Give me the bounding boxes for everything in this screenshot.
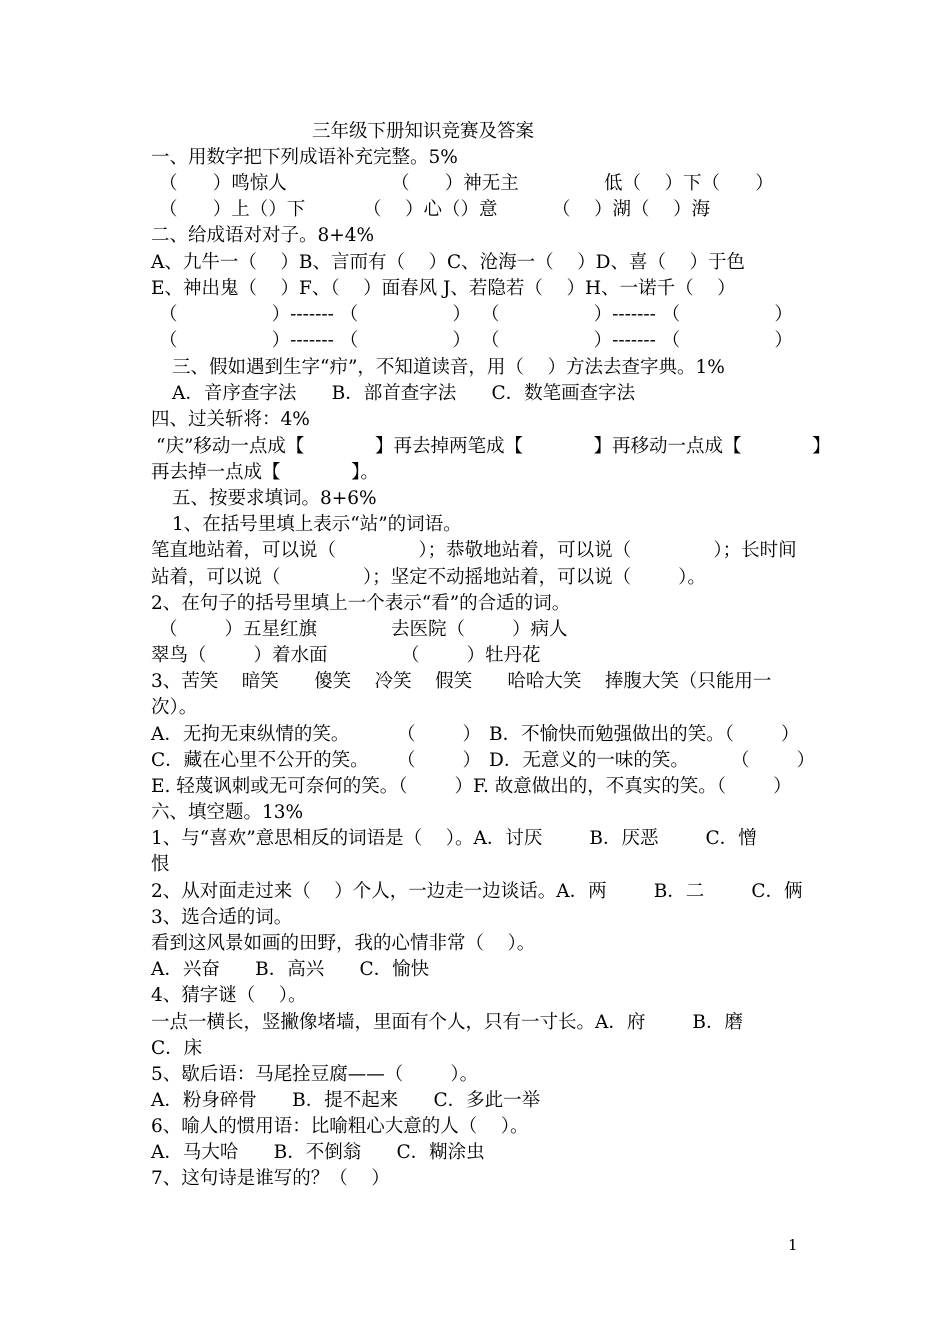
section-5-q3-row-e: E. 轻蔑讽刺或无可奈何的笑。（ ）F. 故意做出的，不真实的笑。（ ） xyxy=(151,776,792,797)
section-6-q7-title: 7、这句诗是谁写的？（ ） xyxy=(151,1168,390,1189)
section-1-heading: 一、用数字把下列成语补充完整。5% xyxy=(151,147,458,168)
answer-blank: （ ） xyxy=(397,724,482,745)
section-6-heading: 六、填空题。13% xyxy=(151,802,304,823)
section-5-q3-line-1: 3、苦笑 暗笑 傻笑 冷笑 假笑 哈哈大笑 捧腹大笑（只能用一 xyxy=(151,671,772,692)
fill-item: （ ）牡丹花 xyxy=(401,645,541,666)
section-6-q6-title: 6、喻人的惯用语：比喻粗心大意的人（ ）。 xyxy=(151,1116,529,1137)
pair-item: （ ）------- （ ） xyxy=(481,304,793,325)
section-5-q2-title: 2、在句子的括号里填上一个表示“看”的合适的词。 xyxy=(151,593,571,614)
section-6-q3-text: 看到这风景如画的田野，我的心情非常（ ）。 xyxy=(151,933,536,954)
section-5-q3-row-c xyxy=(151,748,816,774)
idiom-item: （ ）神无主 xyxy=(391,173,519,194)
document-title: 三年级下册知识竞赛及答案 xyxy=(312,121,535,142)
section-5-q1-title: 1、在括号里填上表示“站”的词语。 xyxy=(172,514,462,535)
section-5-heading: 五、按要求填词。8+6% xyxy=(172,488,377,509)
idiom-item: （ ）鸣惊人 xyxy=(159,173,287,194)
section-6-q5-options: A．粉身碎骨 B．提不起来 C．多此一举 xyxy=(151,1090,541,1111)
fill-item: 去医院（ ）病人 xyxy=(391,619,568,640)
section-2-pair-row-2 xyxy=(151,328,803,354)
option-text: D．无意义的一味的笑。 xyxy=(489,750,689,771)
section-5-q3-row-a xyxy=(151,722,803,748)
section-2-heading: 二、给成语对对子。8+4% xyxy=(151,225,375,246)
section-6-q3-options: A．兴奋 B．高兴 C．愉快 xyxy=(151,959,430,980)
pair-item: （ ）------- （ ） xyxy=(159,330,471,351)
answer-blank: （ ） xyxy=(731,750,816,771)
section-2-line-1: A、九牛一（ ）B、言而有（ ）C、沧海一（ ）D、喜（ ）于色 xyxy=(151,252,746,273)
section-6-q5-title: 5、歇后语：马尾拴豆腐——（ ）。 xyxy=(151,1064,479,1085)
section-5-q1-line-1: 笔直地站着，可以说（ ）；恭敬地站着，可以说（ ）；长时间 xyxy=(151,540,797,561)
section-1-row-1 xyxy=(151,171,803,197)
fill-item: 翠鸟（ ）着水面 xyxy=(151,645,328,666)
pair-item: （ ）------- （ ） xyxy=(159,304,471,325)
section-6-q1-cont: 恨 xyxy=(151,854,170,875)
section-3-options: A．音序查字法 B．部首查字法 C．数笔画查字法 xyxy=(172,383,636,404)
fill-item: （ ）五星红旗 xyxy=(159,619,318,640)
option-text: C．藏在心里不公开的笑。 xyxy=(151,750,369,771)
answer-blank: （ ） xyxy=(397,750,482,771)
section-3-heading: 三、假如遇到生字“疖”，不知道读音，用（ ）方法去查字典。1% xyxy=(172,357,725,378)
section-2-pair-row-1 xyxy=(151,302,803,328)
section-4-line-2: 再去掉一点成【 】。 xyxy=(151,462,379,483)
section-5-q2-row-2 xyxy=(151,643,803,669)
section-5-q1-line-2: 站着，可以说（ ）；坚定不动摇地站着，可以说（ ）。 xyxy=(151,567,706,588)
section-6-q4-title: 4、猜字谜（ ）。 xyxy=(151,985,307,1006)
section-5-q2-row-1 xyxy=(151,617,803,643)
section-6-q4-text: 一点一横长，竖撇像堵墙，里面有个人，只有一寸长。A．府 B．磨 xyxy=(151,1012,744,1033)
option-text: A．无拘无束纵情的笑。 xyxy=(151,724,350,745)
idiom-item: （ ）上（）下 xyxy=(159,199,306,220)
section-2-line-2: E、神出鬼（ ）F、（ ）面春风 J、若隐若（ ）H、一诺千（ ） xyxy=(151,278,736,299)
section-5-q3-line-2: 次）。 xyxy=(151,697,198,718)
page-number: 1 xyxy=(788,1236,798,1254)
section-1-row-2 xyxy=(151,197,803,223)
section-6-q4-option: C．床 xyxy=(151,1038,203,1059)
section-6-q6-options: A．马大哈 B．不倒翁 C．糊涂虫 xyxy=(151,1142,485,1163)
idiom-item: 低（ ）下（ ） xyxy=(604,173,774,194)
option-text: B．不愉快而勉强做出的笑。（ ） xyxy=(489,724,800,745)
idiom-item: （ ）湖（ ）海 xyxy=(552,199,711,220)
section-6-q3-title: 3、选合适的词。 xyxy=(151,907,293,928)
section-4-line-1: “庆”移动一点成【 】再去掉两笔成【 】再移动一点成【 】 xyxy=(156,436,831,457)
section-6-q2: 2、从对面走过来（ ）个人，一边走一边谈话。A．两 B．二 C．俩 xyxy=(151,881,803,902)
section-4-heading: 四、过关斩将：4% xyxy=(151,409,310,430)
pair-item: （ ）------- （ ） xyxy=(481,330,793,351)
idiom-item: （ ）心（）意 xyxy=(363,199,498,220)
section-6-q1: 1、与“喜欢”意思相反的词语是（ ）。A．讨厌 B．厌恶 C．憎 xyxy=(151,828,757,849)
